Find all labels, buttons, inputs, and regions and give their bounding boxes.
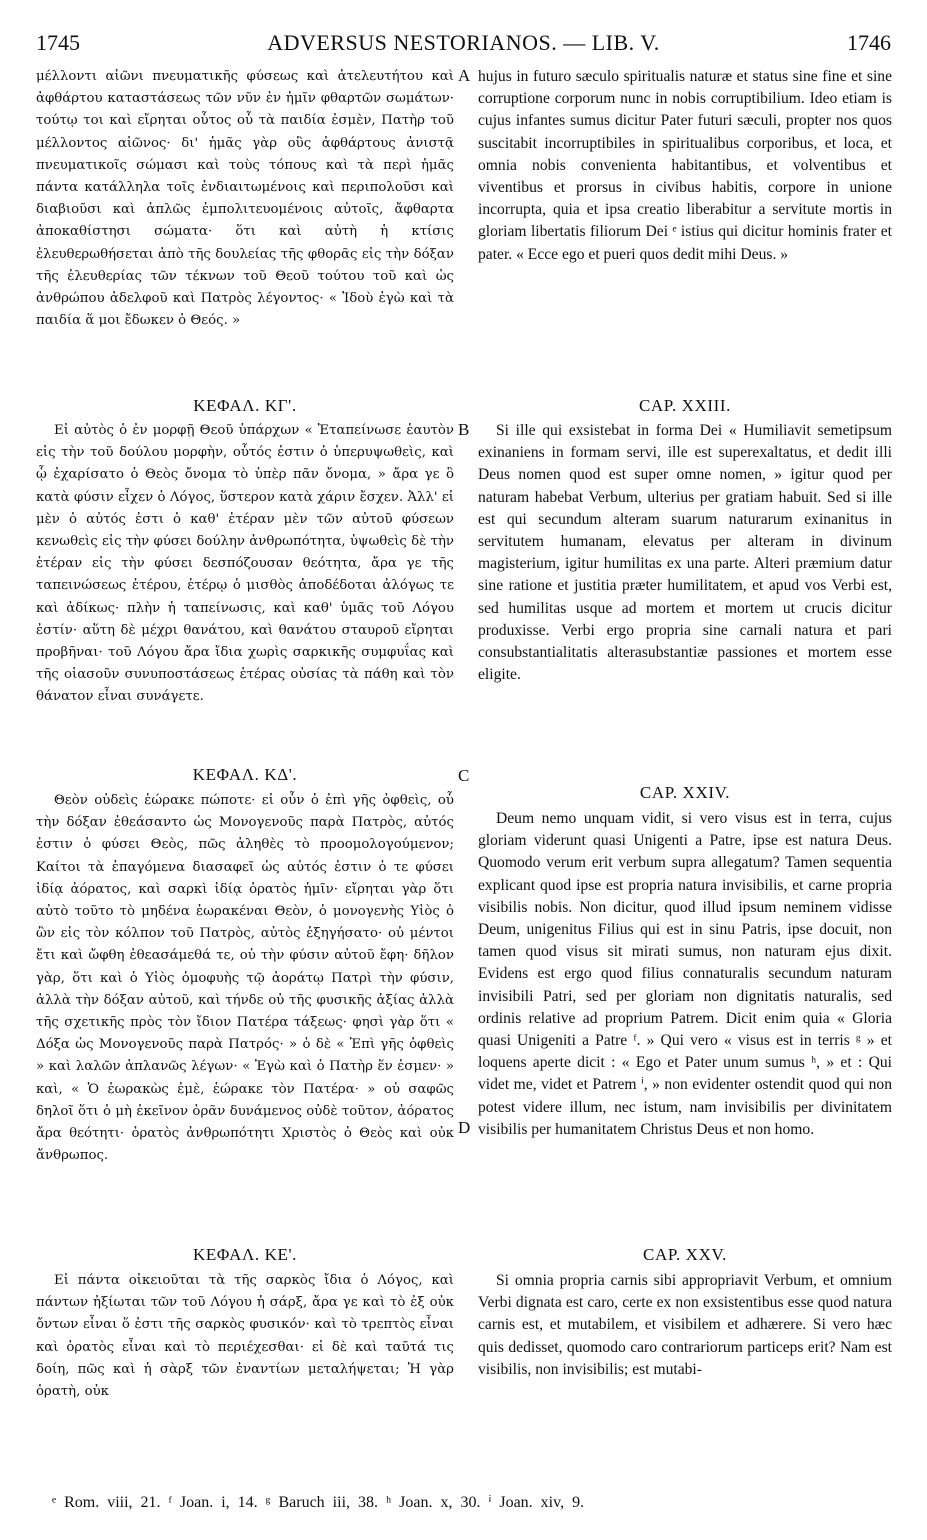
margin-marker-b: B xyxy=(458,420,470,439)
greek-intro-paragraph xyxy=(36,66,454,332)
latin-chapter-25-text: Si omnia propria carnis sibi appropriavit Verbum, et omnium Verbi dignata est caro, certe ex non exsistentibus esse quod natura carnis est, et mutabilem, et visibilem et adhærere. Si vero hæc quis dedisset, quomodo caro contrariorum particeps erit? Nam est visibilis, non invisibilis; est mutabi- xyxy=(478,1272,892,1378)
footnotes: ᵉ Rom. viii, 21. ᶠ Joan. i, 14. ᵍ Baruch iii, 38. ʰ Joan. x, 30. ⁱ Joan. xiv, 9. xyxy=(52,1494,585,1511)
greek-chapter-23-body xyxy=(36,420,454,709)
latin-chapter-23-body xyxy=(478,420,892,686)
latin-chapter-25-heading: CAP. XXV. xyxy=(643,1245,727,1264)
running-title: ADVERSUS NESTORIANOS. — LIB. V. xyxy=(267,30,660,55)
greek-chapter-25-body xyxy=(36,1270,454,1403)
latin-intro-paragraph xyxy=(478,66,892,266)
latin-chapter-24-text: Deum nemo unquam vidit, si vero visus est in terra, cujus gloriam viderunt quasi Unigenti a Patre, ipse est natura Deus. Quomodo verum erit verbum supra allegatum? Tamen sequentia explicant quod ipse est propria natura invisibilis, et carne propria visibilis nobis. Non dicitur, quod illud ipsum neminem vidisse Deum, unigenitus Filius qui est in sinu Patris, ipse docuit, non tamen quod visus sit mirati sumus, non naturam ejus dixit. Evidens est ergo quod filius connaturalis secundum naturam invisibili Patri, sed per gloriam non dignitatis naturalis, sed ordinis relative ad proprium Patrem. Dicit enim quia « Gloria quasi Unigeniti a Patre ᶠ. » Qui vero « visus est in terris ᵍ » et loquens aperte dicit : « Ego et Pater unum sumus ʰ, » et : Qui videt me, videt et Patrem ⁱ, » non evidenter ostendit quod qui non potest videre illum, nec istum, nam invisibilis per divinitatem visibilis per humanitatem Christus Deus et non homo. xyxy=(478,810,892,1138)
greek-intro-text: μέλλοντι αἰῶνι πνευματικῆς φύσεως καὶ ἀτελευτήτου καὶ ἀφθάρτου καταστάσεως τῶν νῦν ἐν ἡμῖν φθαρτῶν σωμάτων· τούτῳ τοι καὶ εἴρηται οὗτος οὗ τὰ παιδία ἐσμὲν, Πατὴρ τοῦ μέλλοντος αἰῶνος· δι' ἡμᾶς γὰρ οὓς ἀφθάρτους ἀνιστᾷ πνευματικοῖς σώμασι καὶ τοὺς τόπους καὶ τὰ περὶ ἡμᾶς πάντα κατάλληλα τοῖς ἐνδιαιτωμένοις καὶ περιπολοῦσι καὶ διαβιοῦσι καὶ ἁπλῶς ἐμπολιτευομένοις αὐτοῖς, ἄφθαρτα ἀποκαθίστησι σώματα· ὅτι καὶ αὐτὴ ἡ κτίσις ἐλευθερωθήσεται ἀπὸ τῆς δουλείας τῆς φθορᾶς εἰς τὴν δόξαν τῆς ἐλευθερίας τῶν τέκνων τοῦ Θεοῦ τούτου τοῦ καὶ ὡς ἀνθρώπου ἀδελφοῦ καὶ Πατρὸς λέγοντος· « Ἰδοὺ ἐγὼ καὶ τὰ παιδία ἅ μοι ἔδωκεν ὁ Θεός. » xyxy=(36,69,454,329)
greek-chapter-24-heading: ΚΕΦΑΛ. ΚΔ'. xyxy=(192,765,298,784)
greek-chapter-25-text: Εἰ πάντα οἰκειοῦται τὰ τῆς σαρκὸς ἴδια ὁ Λόγος, καὶ πάντων ἠξίωται τῶν τοῦ Λόγου ἡ σάρξ, ἄρα γε καὶ τὸ ἐξ οὐκ ὄντων εἶναι ὅ ἐστι τῆς σαρκὸς φυσικόν· καὶ τὸ τρεπτὸς εἶναι καὶ ὁρατὸς εἶναι καὶ τὸ περιέχεσθαι· εἰ δὲ καὶ ταῦτά τις δοίη, πῶς καὶ ἡ σὰρξ τῶν ἐναντίων μεταλήψεται; Ἡ γὰρ ὁρατὴ, οὐκ xyxy=(36,1273,454,1400)
page-header xyxy=(36,30,891,60)
latin-intro-text: hujus in futuro sæculo spiritualis naturæ et status sine fine et sine corruptione corporum nunc in nobis corruptibilium. Ideo etiam is cujus infantes sumus dicitur Pater futuri sæculi, propter nos quos suscitabit incorruptibiles in spiritualibus corporibus, et loca, et omnia nobis convenienta habitantibus, et volventibus et viventibus et prorsus in civibus habitis, corpore in unione incorrupta, quia et ipsa creatio liberabitur a servitute mortis in gloriam libertatis filiorum Dei ᵉ istius qui dicitur hominis frater et pater. « Ecce ego et pueri quos dedit mihi Deus. » xyxy=(478,68,892,263)
latin-chapter-25-body xyxy=(478,1270,892,1381)
margin-marker-a: A xyxy=(458,66,471,85)
latin-chapter-23-text: Si ille qui exsistebat in forma Dei « Humiliavit semetipsum exinaniens in formam servi, ille est superexaltatus, et dedit illi Deus nomen quod est super omne nomen, » igitur quod per naturam habebat Verbum, ulterius per gratiam habuit. Sed si ille est qui secundum alteram suarum naturarum exinanitus in servitutem humanam, elevatus per alteram in divinum magisterium, igitur humilitas ex una parte. Alteri præmium datur sine ratione et justitia præter humilitatem, et apud vos Verbi est, sed humilitas usque ad mortem et mortem ut crucis dicitur produxisse. Verbi ergo propria sine carnali natura et pari consubstantialitatis alterasubstantiæ passiones et mortem esse eligite. xyxy=(478,422,892,684)
latin-chapter-23-heading: CAP. XXIII. xyxy=(638,396,732,415)
margin-marker-d: D xyxy=(458,1118,471,1137)
latin-chapter-24-heading: CAP. XXIV. xyxy=(639,783,731,802)
greek-chapter-24-text: Θεὸν οὐδεὶς ἑώρακε πώποτε· εἰ οὖν ὁ ἐπὶ γῆς ὀφθεὶς, οὗ τὴν δόξαν ἐθεάσαντο ὡς Μονογενοῦς παρὰ Πατρὸς, αὐτός ἐστιν ὁ φύσει Θεὸς, πῶς ἀληθὲς τὸ προομολογούμενον; Καίτοι τὰ ἐπαγόμενα διασαφεῖ ὡς αὐτός ἐστιν ὁ τε φύσει ἰδίᾳ ἀόρατος, καὶ σαρκὶ ἰδίᾳ ὁρατὸς ἡμῖν· εἴρηται γὰρ ὅτι αὐτὸ τοῦτο τὸ μηδένα ἑωρακέναι Θεὸν, ὁ μονογενὴς Υἱὸς ὁ ὢν εἰς τὸν κόλπον τοῦ Πατρὸς, αὐτὸς ἐξηγήσατο· οὐ μέντοι ἔτι καὶ ὤφθη ἐθεασάμεθά τε, οὐ τὴν φύσιν αὐτοῦ ἔφη· δῆλον γὰρ, ὅτι καὶ ὁ Υἱὸς ὁμοφυὴς τῷ ἀοράτῳ Πατρὶ τὴν φύσιν, ἀλλὰ τὴν δόξαν αὐτοῦ, καὶ τήνδε οὐ τῆς φυσικῆς ἀξίας ἀλλὰ τῆς σχετικῆς πρὸς τὸν ἴδιον Πατέρα τάξεως· φησὶ γὰρ ὅτι « Δόξα ὡς Μονογενοῦς παρὰ Πατρός· » ὁ δὲ « Ἐπὶ γῆς ὀφθεὶς » καὶ λαλῶν ἁπλανῶς λέγων· « Ἐγὼ καὶ ὁ Πατὴρ ἕν ἐσμεν· » καὶ, « Ὁ ἑωρακὼς ἐμὲ, ἑώρακε τὸν Πατέρα· » οὐ σαφῶς δηλοῖ ὅτι ὁ μὴ ἐκεῖνον ὁρᾶν δυνάμενος οὐδὲ τοῦτον, ἀόρατος ἄρα θεότητι· ὁρατὸς ἀνθρωπότητι Χριστὸς ὁ Θεὸς καὶ οὐκ ἄνθρωπος. xyxy=(36,793,454,1164)
greek-chapter-23-heading: ΚΕΦΑΛ. ΚΓ'. xyxy=(193,396,297,415)
page-number-right: 1746 xyxy=(847,30,891,55)
page-number-left: 1745 xyxy=(36,30,80,55)
greek-chapter-25-heading: ΚΕΦΑΛ. ΚΕ'. xyxy=(193,1245,297,1264)
greek-chapter-24-body xyxy=(36,790,454,1167)
greek-chapter-23-text: Εἰ αὐτὸς ὁ ἐν μορφῇ Θεοῦ ὑπάρχων « Ἐταπείνωσε ἑαυτὸν εἰς τὴν τοῦ δούλου μορφὴν, οὗτός ἐστιν ὁ ὑπερυψωθεὶς, καὶ ᾧ ἐχαρίσατο ὁ Θεὸς ὄνομα τὸ ὑπὲρ πᾶν ὄνομα, » ἄρα γε ὃ κατὰ φύσιν εἶχεν ὁ Λόγος, ὕστερον κατὰ χάριν ἔσχεν. Ἀλλ' εἰ μὲν ὁ αὐτός ἐστι ὁ καθ' ἑτέραν μὲν τῶν αὐτοῦ φύσεων κενωθεὶς εἰς τὴν φύσει δούλην ἀνθρωπότητα, ὑψωθεὶς δὲ τὴν ἑτέραν εἰς τὴν φύσει δεσπόζουσαν θεότητα, ἄρα γε τῆς ταπεινώσεως ἑτέρου, ἑτέρῳ ὁ μισθὸς ἀποδέδοται ἀλόγως τε καὶ ἀδίκως· πλὴν ἡ ταπείνωσις, καὶ καθ' ὑμᾶς τοῦ Λόγου ἐστίν· αὕτη δὲ μέχρι θανάτου, καὶ θανάτου σταυροῦ εἴρηται προβῆναι· τοῦ Λόγου ἄρα ἴδια χωρὶς σαρκικῆς συμφυΐας καὶ τῆς οἱασοῦν συνυποστάσεως ἑτέρας οὐσίας τὰ πάθη καὶ τὸν θάνατον εἶναι συνάγετε. xyxy=(36,423,454,705)
margin-marker-c: C xyxy=(458,766,470,785)
latin-chapter-24-body xyxy=(478,808,892,1141)
